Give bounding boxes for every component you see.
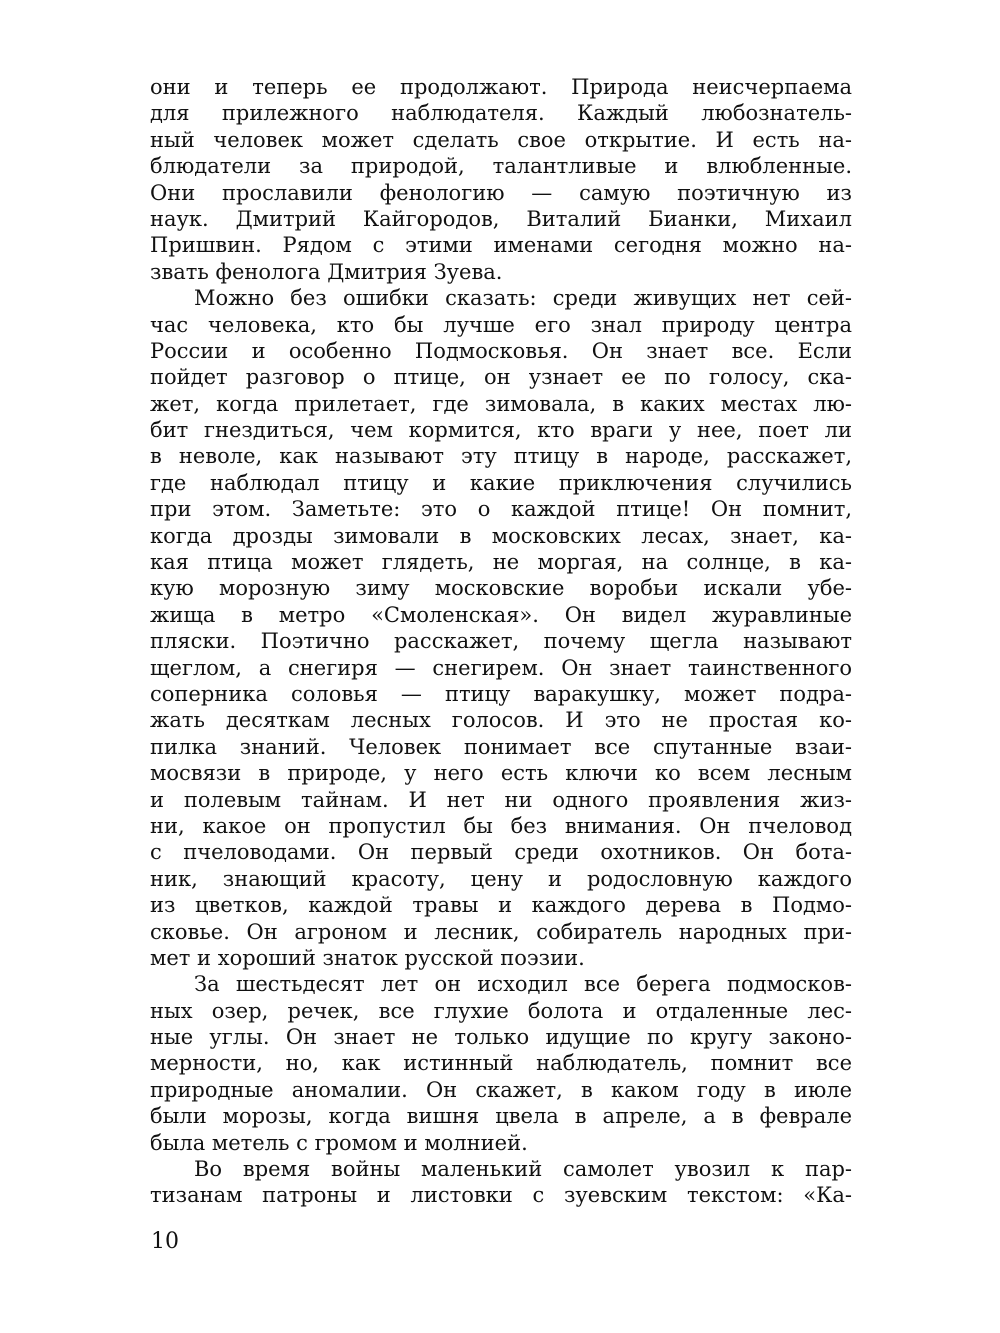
text-line: пойдет разговор о птице, он узнает ее по голосу, ска-	[150, 365, 852, 390]
text-line: из цветков, каждой травы и каждого дерева в Подмо-	[150, 893, 852, 918]
text-line: где наблюдал птицу и какие приключения случились	[150, 470, 852, 495]
text-line: мет и хороший знаток русской поэзии.	[150, 945, 585, 970]
text-line: час человека, кто бы лучше его знал природу центра	[150, 312, 852, 337]
body-text	[150, 74, 852, 1209]
text-line: ные углы. Он знает не только идущие по кругу законо-	[150, 1025, 852, 1050]
text-line: когда дрозды зимовали в московских лесах, знает, ка-	[150, 523, 852, 548]
text-line: За шестьдесят лет он исходил все берега подмосков-	[194, 972, 852, 997]
text-line: наук. Дмитрий Кайгородов, Виталий Бианки, Михаил	[150, 206, 852, 231]
text-line: блюдатели за природой, талантливые и влюбленные.	[150, 154, 852, 179]
text-line: кая птица может глядеть, не моргая, на солнце, в ка-	[150, 550, 852, 575]
text-line: кую морозную зиму московские воробьи искали убе-	[150, 576, 852, 601]
text-line: жища в метро «Смоленская». Он видел журавлиные	[150, 602, 852, 627]
text-line: мосвязи в природе, у него есть ключи ко всем лесным	[150, 761, 852, 786]
text-line: были морозы, когда вишня цвела в апреле, а в феврале	[150, 1104, 852, 1129]
text-line: ный человек может сделать свое открытие. И есть на-	[150, 127, 852, 152]
text-line: щеглом, а снегиря — снегирем. Он знает таинственного	[150, 655, 852, 680]
text-line: России и особенно Подмосковья. Он знает все. Если	[150, 338, 852, 363]
text-line: соперника соловья — птицу варакушку, может подра-	[150, 681, 852, 706]
text-line: тизанам патроны и листовки с зуевским текстом: «Ка-	[150, 1183, 852, 1208]
text-line: для прилежного наблюдателя. Каждый любознатель-	[150, 101, 852, 126]
text-line: пляски. Поэтично расскажет, почему щегла называют	[150, 629, 852, 654]
text-line: в неволе, как называют эту птицу в народе, расскажет,	[150, 444, 852, 469]
text-line: бит гнездиться, чем кормится, кто враги у нее, поет ли	[150, 418, 852, 443]
text-line: и полевым тайнам. И нет ни одного проявления жиз-	[150, 787, 852, 812]
text-line: Во время войны маленький самолет увозил к пар-	[194, 1157, 852, 1182]
text-line: ни, какое он пропустил бы без внимания. Он пчеловод	[150, 813, 852, 838]
text-line: при этом. Заметьте: это о каждой птице! Он помнит,	[150, 497, 852, 522]
page-number: 10	[151, 1229, 179, 1254]
text-line: с пчеловодами. Он первый среди охотников. Он бота-	[150, 840, 852, 865]
text-line: природные аномалии. Он скажет, в каком году в июле	[150, 1077, 852, 1102]
text-line: ных озер, речек, все глухие болота и отдаленные лес-	[150, 998, 852, 1023]
text-line: сковье. Он агроном и лесник, собиратель народных при-	[150, 919, 852, 944]
text-line: жать десяткам лесных голосов. И это не простая ко-	[150, 708, 852, 733]
text-line: Пришвин. Рядом с этими именами сегодня можно на-	[150, 233, 852, 258]
text-line: ник, знающий красоту, цену и родословную каждого	[150, 866, 852, 891]
text-line: жет, когда прилетает, где зимовала, в каких местах лю-	[150, 391, 852, 416]
text-line: звать фенолога Дмитрия Зуева.	[150, 259, 503, 284]
text-line: Можно без ошибки сказать: среди живущих нет сей-	[194, 286, 852, 311]
text-line: пилка знаний. Человек понимает все спутанные взаи-	[150, 734, 852, 759]
text-line: была метель с громом и молнией.	[150, 1130, 528, 1155]
text-line: они и теперь ее продолжают. Природа неисчерпаема	[150, 75, 852, 99]
text-line: Они прославили фенологию — самую поэтичную из	[150, 180, 852, 205]
text-line: мерности, но, как истинный наблюдатель, помнит все	[150, 1051, 852, 1076]
